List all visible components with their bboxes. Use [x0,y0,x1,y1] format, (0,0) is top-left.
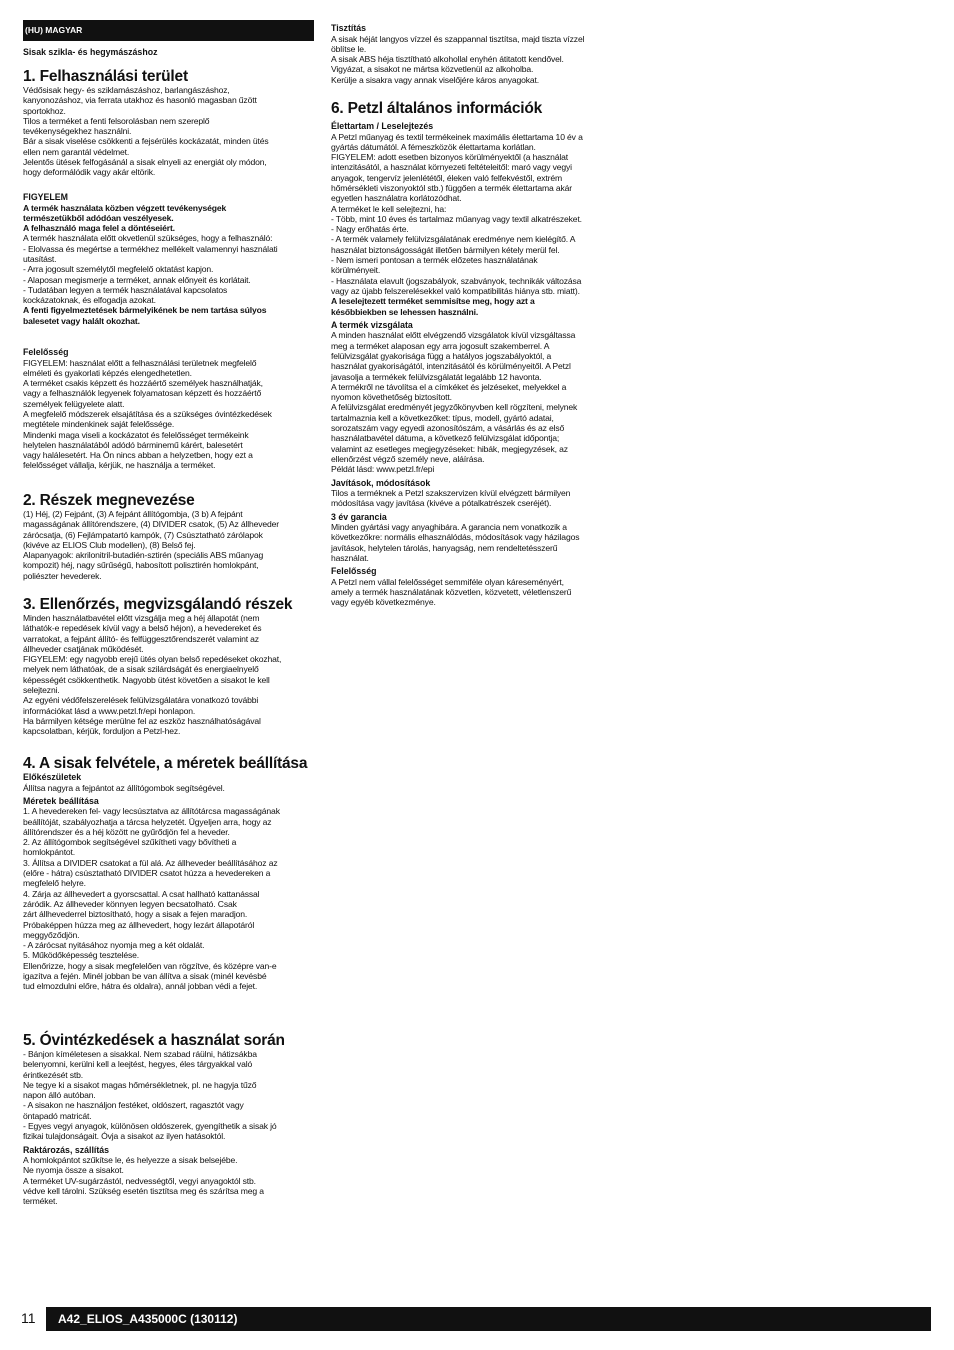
text-line: körülményeit. [331,265,381,276]
text-line: következőkre: normális elhasználódás, módosítások vagy házilagos [331,532,580,543]
text-line: Kerülje a sisakra vagy annak viselőjére káros anyagokat. [331,74,539,85]
text-line: 4. Zárja az állhevedert a gyorscsattal. A csat hallható kattanással [23,888,260,899]
preparation-text [23,783,314,793]
repairs-heading: Javítások, módosítások [331,477,431,488]
text-line: képességét csökkenthetik. Nagyobb ütést követően a sisakot le kell [23,674,270,685]
text-line: öntapadó matricát. [23,1110,92,1121]
text-line: Védősisak hegy- és sziklamászáshoz, barlangászáshoz, [23,85,230,95]
text-line: Bár a sisak viselése csökkenti a fejsérülés kockázatát, minden ütés [23,136,269,147]
text-line: Minden gyártási vagy anyaghibára. A garancia nem vonatkozik a [331,522,567,533]
text-line: A minden használat előtt elvégzendő vizsgálatok kívül vizsgáltassa [331,330,576,341]
text-line: (előre - hátra) csúsztatható DIVIDER csatot húzza a hevedereken a [23,868,271,879]
text-line: záródik. Az állheveder könnyen legyen becsatolható. Csak [23,898,237,909]
responsibility-block [23,347,314,471]
text-line: személyek felügyelete alatt. [23,398,125,409]
text-line: A terméket csakis képzett és hozzáértő személyek használhatják, [23,378,263,389]
text-line: ellen nem garantál védelmet. [23,146,130,157]
text-line: megtétele mindenkinek saját felelőssége. [23,419,175,430]
lifetime-text [331,132,622,297]
text-line: - Nem ismeri pontosan a termék előzetes használatának [331,255,538,266]
text-line: Ne nyomja össze a sisakot. [23,1165,124,1176]
section-4-title: 4. A sisak felvétele, a méretek beállítása [23,755,308,772]
text-line: - Elolvassa és megértse a termékhez mellékelt valamennyi használati [23,243,278,254]
text-line: A termékről ne távolítsa el a címkéket és jelzéseket, melyekkel a [331,381,567,392]
repairs-text [331,488,622,509]
text-line: FIGYELEM: egy nagyobb erejű ütés olyan belső repedéseket okozhat, [23,654,282,665]
text-line: A termék használata előtt okvetlenül szükséges, hogy a felhasználó: [23,233,273,244]
text-line: öblítse le. [331,43,367,54]
text-line: helytelen használatából adódó bárminemű kárért, balesetért [23,439,243,450]
storage-text [23,1155,314,1206]
text-line: belenyomni, kerülni kell a leejtést, hegyes, éles tárgyakkal való [23,1059,253,1070]
section-6 [331,100,622,608]
text-line: elméleti és gyakorlati képzés elengedhetetlen. [23,367,192,378]
text-line: A leselejtezett terméket semmisítse meg, hogy azt a [331,296,535,307]
text-line: poliészter hevederek. [23,570,102,581]
warranty-heading: 3 év garancia [331,511,387,522]
section-1 [23,68,314,178]
text-line: sorozatszám vagy egyedi azonosítószám, a vásárlás és az első [331,423,565,434]
section-3-title: 3. Ellenőrzés, megvizsgálandó részek [23,596,293,613]
text-line: javítások, helytelen tárolás, hanyagság, nem rendeltetésszerű [331,542,558,553]
document-subtitle: Sisak szikla- és hegymászáshoz [23,47,158,57]
text-line: hőmérsékleti viszonyoktól stb.) függően a termék élettartama akár [331,182,573,193]
text-line: A sisak ABS héja tisztítható alkohollal enyhén átitatott kendővel. [331,54,564,65]
text-line: Minden használatbavétel előtt vizsgálja meg a héj állapotát (nem [23,613,260,623]
text-line: ellenőrzést végző személy neve, aláírása. [331,453,485,464]
text-line: A megfelelő módszerek elsajátítása és a szükséges óvintézkedések [23,408,272,419]
lifetime-bold-text [331,296,622,317]
text-line: terméket. [23,1196,58,1207]
text-line: homlokpántot. [23,847,76,858]
text-line: utasítást. [23,253,57,264]
text-line: Vigyázat, a sisakot ne mártsa közvetlenül az alkoholba. [331,64,534,75]
text-line: valamint az esetleges megjegyzéseket: hibák, megjegyzések, az [331,443,568,454]
cleaning-text [331,34,622,85]
text-line: módosítása vagy javítása (kivéve a pótalkatrészek cseréjét). [331,498,552,509]
text-line: használatbavétel dátuma, a következő felülvizsgálat időpontja; [331,433,560,444]
text-line: Tilos a terméknek a Petzl szakszervizen kívül elvégzett bármilyen [331,488,571,498]
text-line: anyagok, tengervíz jelenlététől, éleken való felfekvéstől, extrém [331,172,563,183]
text-line: Alapanyagok: akrilonitril-butadién-sztirén (speciális ABS műanyag [23,550,264,561]
warning-text [23,233,314,305]
text-line: magasságának állítórendszere, (4) DIVIDER csatok, (5) Az állheveder [23,519,279,530]
text-line: Tilos a terméket a fenti felsorolásban nem szereplő [23,115,210,126]
text-line: - Nagy erőhatás érte. [331,224,409,235]
liability-heading: Felelősség [331,566,377,577]
text-line: melyek nem láthatóak, de a sisak szilárdságát és energiaelnyelő [23,664,259,675]
text-line: amely a termék használatának közvetlen, közvetett, véletlenszerű [331,587,572,598]
section-5-text [23,1049,314,1142]
text-line: láthatók-e repedések kívül vagy a belső héjon), a hevedereket és [23,623,262,634]
text-line: - Több, mint 10 éves és tartalmaz műanyag vagy textil alkatrészeket. [331,213,582,224]
text-line: kanyonozáshoz, via ferrata utakhoz és hasonló magasban űzött [23,95,257,106]
warranty-text [331,522,622,563]
text-line: - A sisakon ne használjon festéket, oldószert, ragasztót vagy [23,1100,244,1111]
text-line: természetükből adódóan veszélyesek. [23,212,174,223]
text-line: tud elmozdulni előre, hátra és oldalra), annál jobban védi a fejet. [23,981,258,992]
text-line: tartalmaznia kell a következőket: típus, modell, gyártó adatai, [331,412,554,423]
cleaning-block [331,23,622,85]
text-line: (kivéve az ELIOS Club modellen), (8) Belső fej. [23,539,196,550]
text-line: A terméket le kell selejtezni, ha: [331,203,447,214]
text-line: 3. Állítsa a DIVIDER csatokat a fül alá. Az állheveder beállításához az [23,857,278,868]
section-2-text [23,509,314,581]
section-5-title: 5. Óvintézkedések a használat során [23,1032,285,1049]
text-line: kompozit) héj, nagy sűrűségű, habosított polisztirén homlokpánt, [23,560,259,571]
size-adjust-heading: Méretek beállítása [23,795,99,806]
text-line: A felhasználó maga felel a döntéseiért. [23,223,175,234]
section-1-intro [23,85,314,178]
text-line: zárt állhevederrel biztosítható, hogy a sisak a fejen maradjon. [23,909,248,920]
document-code-bar [46,1307,931,1331]
text-line: használat biztonságosságát illetően bármilyen kétely merül fel. [331,244,560,255]
text-line: FIGYELEM: adott esetben bizonyos körülményektől (a használat [331,152,569,163]
page-footer [0,1305,954,1331]
text-line: Mindenki maga viseli a kockázatot és felelősséget termékeink [23,429,249,440]
page-number: 11 [21,1310,36,1326]
text-line: Az egyéni védőfelszerelések felülvizsgálatára vonatkozó további [23,695,259,706]
text-line: tevékenységekhez használni. [23,126,132,137]
text-line: varratokat, a fejpánt állító- és felfüggesztőrendszerét valamint az [23,633,259,644]
text-line: FIGYELEM: használat előtt a felhasználási területnek megfelelő [23,357,257,368]
text-line: A fenti figyelmeztetések bármelyikének be nem tartása súlyos [23,305,267,316]
text-line: vagy egyéb következménye. [331,597,436,608]
text-line: javasolja a termékek felülvizsgálatát legalább 12 havonta. [331,371,542,382]
text-line: Jelentős ütések felfogásánál a sisak elnyeli az energiát oly módon, [23,157,267,168]
liability-text [331,577,622,608]
text-line: Ellenőrizze, hogy a sisak megfelelően van rögzítve, és középre van-e [23,960,277,971]
section-6-title: 6. Petzl általános információk [331,100,543,117]
preparation-heading: Előkészületek [23,772,82,782]
text-line: 1. A hevedereken fel- vagy lecsúsztatva az állítótárcsa magasságának [23,806,280,817]
inspection-text [331,330,622,474]
text-line: nyomon követhetőség biztosított. [331,392,452,403]
text-line: 2. Az állítógombok segítségével szűkítheti vagy bővítheti a [23,837,237,848]
text-line: intenzitásától, a használat környezeti feltételeitől: maró vagy vegyi [331,162,572,173]
responsibility-heading: Felelősség [23,347,69,357]
cleaning-heading: Tisztítás [331,23,367,33]
text-line: 5. Működőképesség tesztelése. [23,950,140,961]
text-line: kapcsolatban, kérjük, forduljon a Petzl-hez. [23,726,181,737]
language-tag: (HU) MAGYAR [23,20,314,41]
section-5 [23,1032,314,1207]
text-line: - Arra jogosult személytől megfelelő oktatást kapjon. [23,264,214,275]
text-line: - Tudatában legyen a termék használatával kapcsolatos [23,284,228,295]
warning-heading: FIGYELEM [23,192,68,202]
text-line: Próbaképpen húzza meg az állhevedert, hogy lezárt állapotáról [23,919,255,930]
text-line: - Használata elavult (jogszabályok, szabványok, technikák változása [331,275,582,286]
text-line: Példát lásd: www.petzl.fr/epi [331,464,435,475]
text-line: gyártás dátumától. A fémeszközök élettartama korlátlan. [331,141,536,152]
text-line: védve kell tárolni. Szükség esetén tisztítsa meg és szárítsa meg a [23,1186,264,1197]
lifetime-heading: Élettartam / Leselejtezés [331,121,434,131]
section-2-title: 2. Részek megnevezése [23,492,195,509]
text-line: megfelelő helyre. [23,878,86,889]
warning-bold-text [23,203,314,234]
text-line: A Petzl nem vállal felelősséget semmiféle olyan káreseményért, [331,576,564,587]
warning-block [23,192,314,326]
section-2 [23,492,314,581]
storage-heading: Raktározás, szállítás [23,1144,110,1155]
text-line: zárócsatja, (6) Fejlámpatartó kampók, (7) Csúsztatható zárólapok [23,529,263,540]
text-line: beállítóját, szabályozhatja a tárcsa helyzetét. Ügyeljen arra, hogy az [23,816,272,827]
text-line: meg a terméket alaposan egy arra jogosult szakemberrel. A [331,340,550,351]
text-line: vagy a felhasználók legyenek folyamatosan képzett és hozzáértő [23,388,262,399]
text-line: információkat lásd a www.petzl.fr/epi honlapon. [23,705,196,716]
size-adjust-text [23,806,314,991]
text-line: Ha bármilyen kétsége merülne fel az eszköz használhatóságával [23,715,261,726]
text-line: balesetet vagy halált okozhat. [23,315,140,326]
text-line: vagy halálesetért. Ha Ön nincs abban a helyzetben, hogy ezt a [23,450,253,461]
text-line: állítórendszer és a héj között ne gyűrődjön fel a heveder. [23,826,230,837]
text-line: A sisak héját langyos vízzel és szappannal tisztítsa, majd tiszta vízzel [331,33,585,44]
document-code: A42_ELIOS_A435000C (130112) [58,1312,238,1326]
text-line: Ne tegye ki a sisakot magas hőmérsékletnek, pl. ne hagyja tűző [23,1079,257,1090]
section-4 [23,755,314,992]
text-line: hogy deformálódik vagy akár eltörik. [23,167,156,178]
responsibility-text [23,358,314,471]
text-line: fizikai tulajdonságait. Óvja a sisakot az ilyen hatásoktól. [23,1131,226,1142]
text-line: felelősséget vállalja, kérjük, ne használja a terméket. [23,460,216,471]
text-line: Állítsa nagyra a fejpántot az állítógombok segítségével. [23,782,225,793]
text-line: (1) Héj, (2) Fejpánt, (3) A fejpánt állítógombja, (3 b) A fejpánt [23,509,243,519]
section-3 [23,596,314,737]
text-line: érintkezését stb. [23,1069,84,1080]
text-line: igazítva a fején. Minél jobban be van állítva a sisak (minél kevésbé [23,971,267,982]
text-line: használat gyakoriságától, intenzitásától és körülményeitől. A Petzl [331,361,571,372]
section-3-text [23,613,314,737]
warning-bold-text-2 [23,305,314,326]
text-line: - Bánjon kíméletesen a sisakkal. Nem szabad ráülni, hátizsákba [23,1049,257,1059]
text-line: selejtezni. [23,685,60,696]
text-line: egyetlen használatra korlátozódhat. [331,193,462,204]
text-line: A Petzl műanyag és textil termékeinek maximális élettartama 10 év a [331,131,583,142]
text-line: - Egyes vegyi anyagok, különösen oldószerek, gyengíthetik a sisak jó [23,1121,277,1132]
inspection-heading: A termék vizsgálata [331,319,413,330]
text-line: állheveder csatjának működését. [23,643,144,654]
text-line: napon álló autóban. [23,1090,96,1101]
text-line: - Alaposan megismerje a terméket, annak előnyeit és korlátait. [23,274,251,285]
text-line: - A termék valamely felülvizsgálatának eredménye nem kielégítő. A [331,234,576,245]
section-1-title: 1. Felhasználási terület [23,68,188,85]
text-line: felülvizsgálat gyakorisága függ a hatályos jogszabályoktól, a [331,350,552,361]
text-line: meggyőződjön. [23,929,80,940]
text-line: használat. [331,552,369,563]
text-line: sportokhoz. [23,105,66,116]
text-line: A felülvizsgálat eredményét jegyzőkönyvben kell rögzíteni, melynek [331,402,578,413]
text-line: kockázatoknak, és elfogadja azokat. [23,295,156,306]
text-line: későbbiekben se lehessen használni. [331,306,479,317]
text-line: A termék használata közben végzett tevékenységek [23,202,227,213]
text-line: vagy az újabb felszerelésekkel való kompatibilitás hiánya stb. miatt). [331,285,580,296]
text-line: - A zárócsat nyitásához nyomja meg a két oldalát. [23,940,205,951]
text-line: A homlokpántot szűkítse le, és helyezze a sisak belsejébe. [23,1155,238,1166]
text-line: A terméket UV-sugárzástól, nedvességtől, vegyi anyagoktól stb. [23,1175,256,1186]
